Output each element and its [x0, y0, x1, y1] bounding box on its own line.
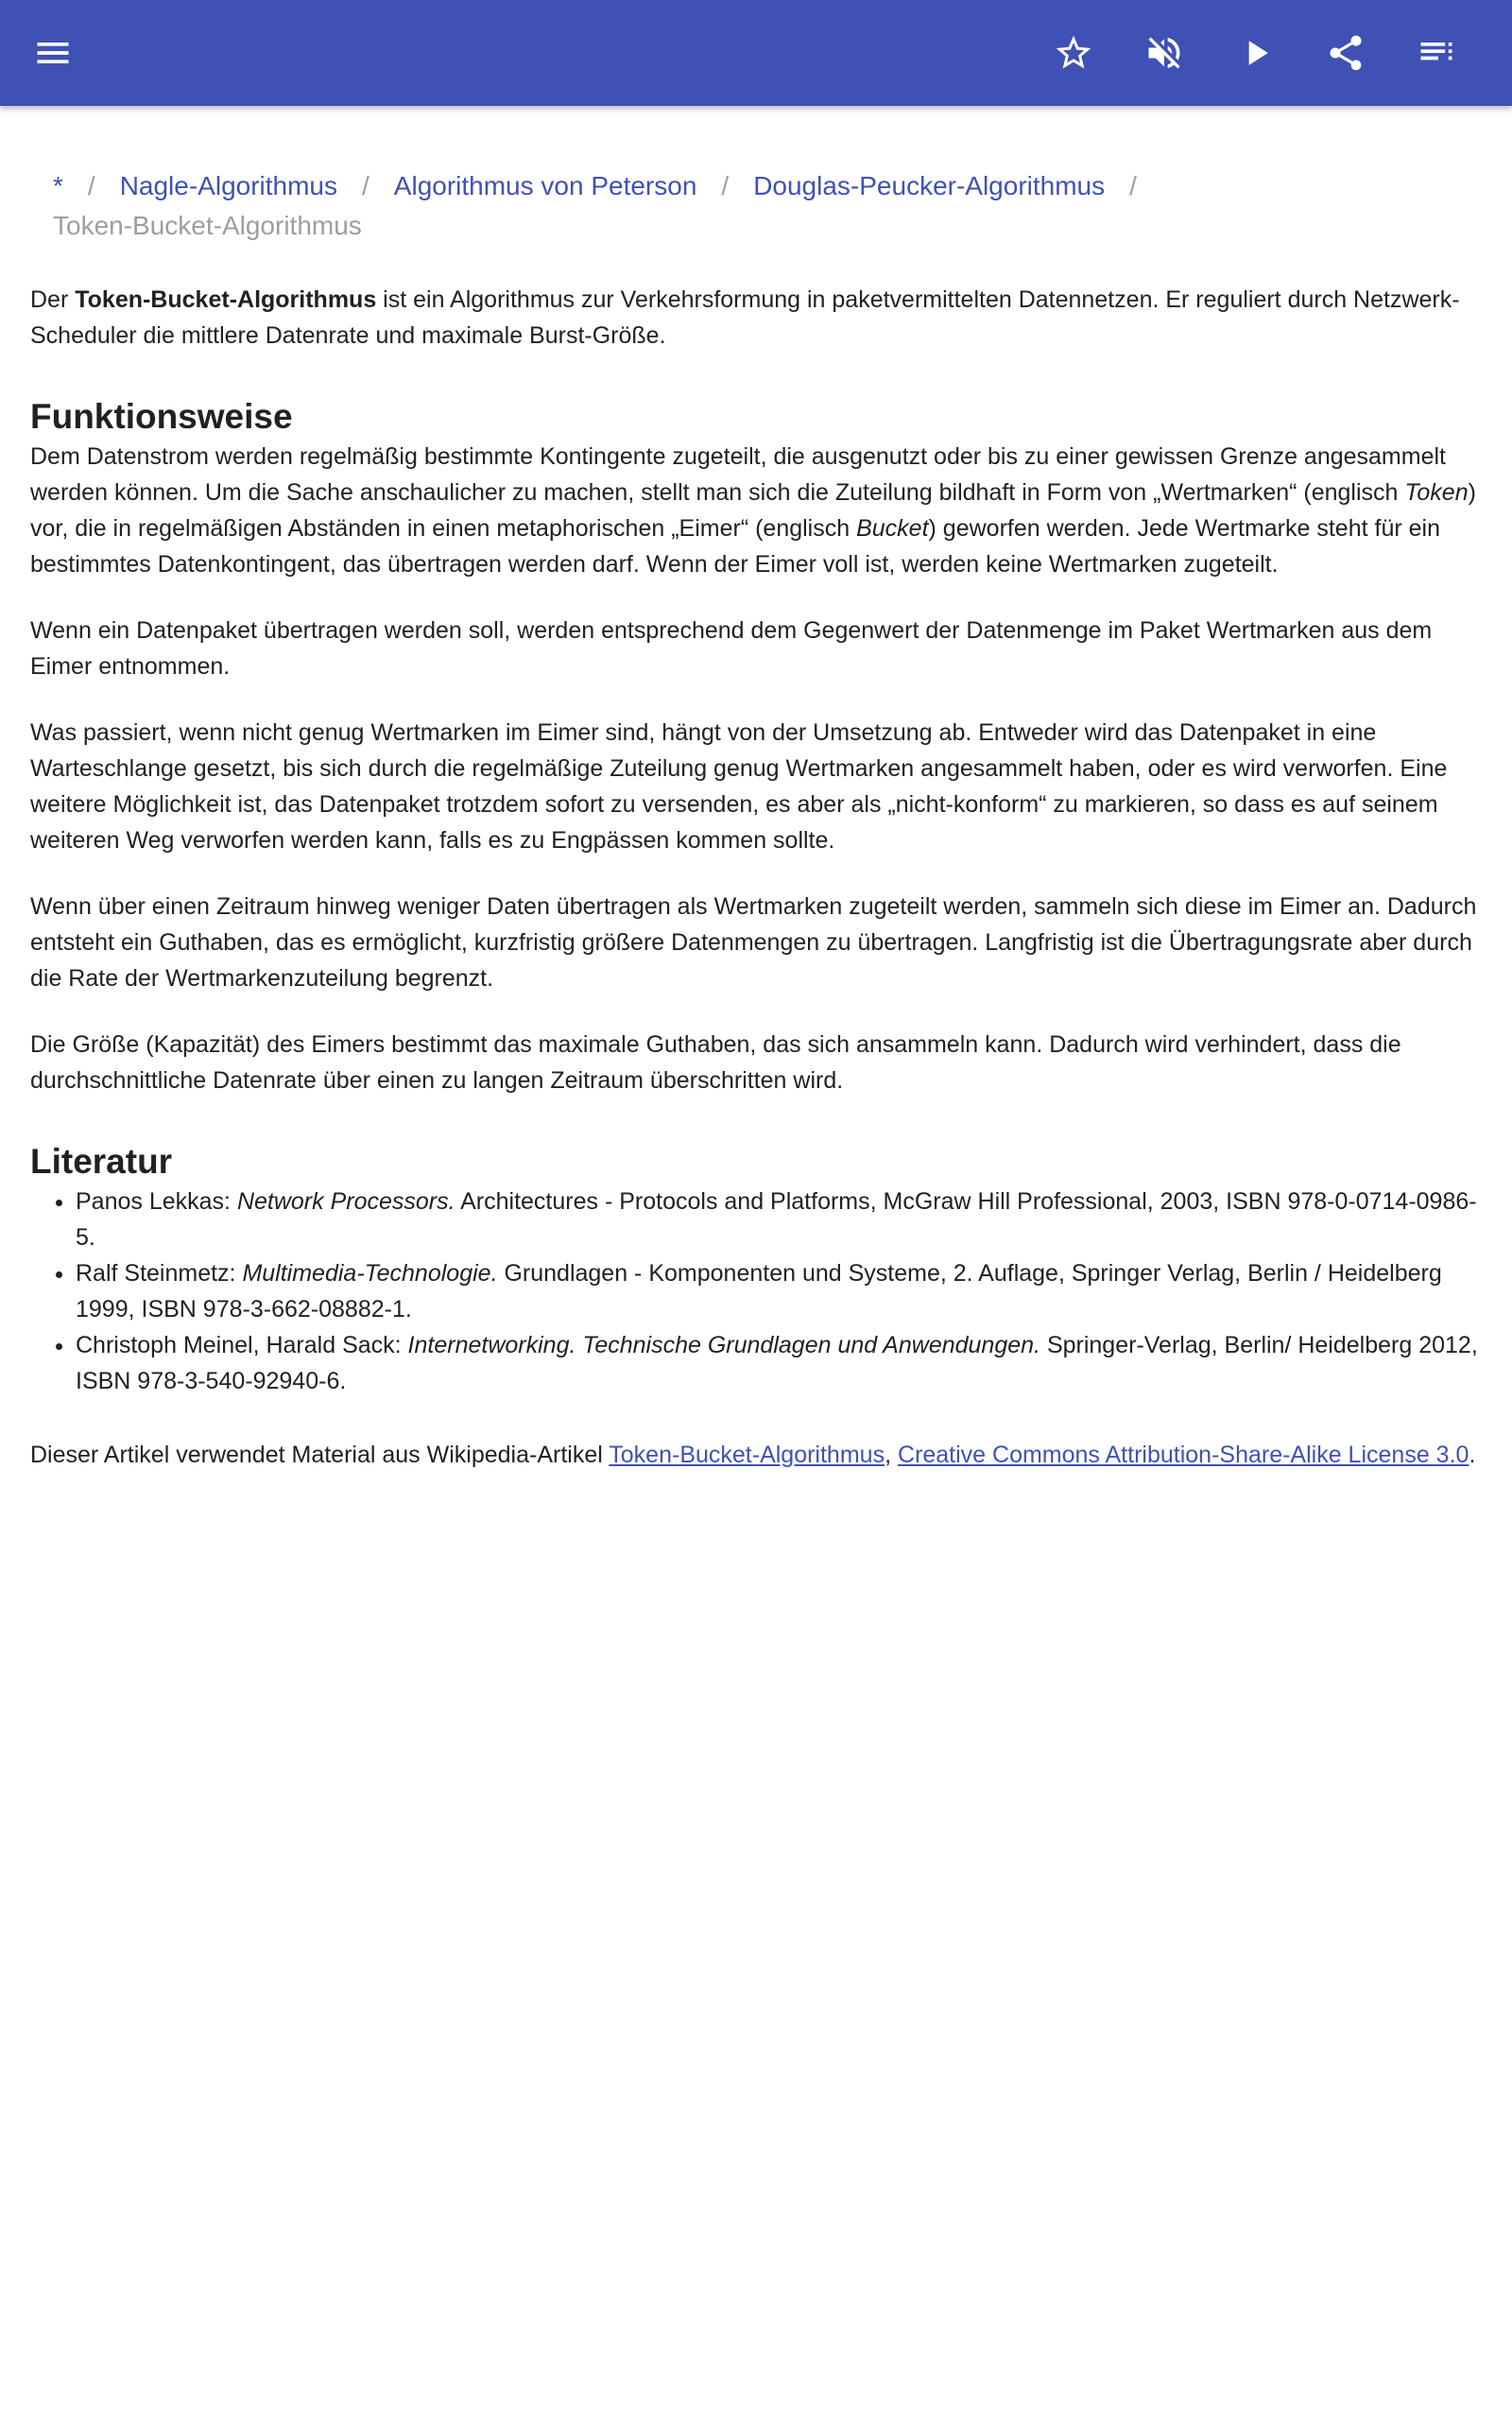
- paragraph-2: Wenn ein Datenpaket übertragen werden soll, werden entsprechend dem Gegenwert der Datenmenge im Paket Wertmarken aus dem Eimer entnommen.: [30, 617, 1433, 680]
- share-icon: [1325, 32, 1366, 74]
- breadcrumb-link-peterson[interactable]: Algorithmus von Peterson: [393, 171, 697, 200]
- menu-icon: [32, 32, 74, 74]
- paragraph-1-italic-token: Token: [1404, 479, 1469, 506]
- attribution-prefix: Dieser Artikel verwendet Material aus Wikipedia-Artikel: [30, 1442, 610, 1468]
- attribution-suffix: .: [1469, 1442, 1476, 1468]
- contents-button[interactable]: [1408, 25, 1465, 81]
- play-icon: [1235, 32, 1277, 74]
- reference-title: Multimedia-Technologie.: [242, 1260, 498, 1287]
- breadcrumb: [30, 166, 1482, 246]
- paragraph-1-text-c: ) geworfen werden. Jede Wertmarke steht für ein bestimmtes Datenkontingent, das übertragen werden darf. Wenn der Eimer voll ist, werden keine Wertmarken zugeteilt.: [30, 515, 1440, 578]
- reference-details: Grundlagen - Komponenten und Systeme, 2. Auflage, Springer Verlag, Berlin / Heidelberg 1999, ISBN 978-3-662-08882-1.: [76, 1260, 1442, 1322]
- app-bar: [0, 0, 1512, 106]
- section-heading-funktionsweise: Funktionsweise: [30, 397, 293, 436]
- reference-title: Internetworking. Technische Grundlagen und Anwendungen.: [407, 1332, 1040, 1358]
- reference-item: [76, 1255, 1482, 1327]
- section-heading-literatur: Literatur: [30, 1142, 173, 1181]
- bookmark-button[interactable]: [1045, 25, 1102, 81]
- intro-prefix: Der: [30, 286, 76, 313]
- reference-author: Ralf Steinmetz:: [76, 1260, 243, 1287]
- paragraph-1-italic-bucket: Bucket: [856, 515, 929, 542]
- breadcrumb-separator: /: [362, 171, 369, 200]
- license-link[interactable]: Creative Commons Attribution-Share-Alike License 3.0: [897, 1442, 1469, 1468]
- paragraph-5: Die Größe (Kapazität) des Eimers bestimmt das maximale Guthaben, das sich ansammeln kann. Dadurch wird verhindert, dass die durchschnittliche Datenrate über einen zu langen Zeitraum überschritten wird.: [30, 1031, 1401, 1094]
- reference-author: Panos Lekkas:: [76, 1188, 237, 1215]
- playlist-icon: [1416, 32, 1457, 74]
- reference-item: [76, 1184, 1482, 1255]
- mute-button[interactable]: [1136, 25, 1193, 81]
- star-outline-icon: [1053, 32, 1094, 74]
- breadcrumb-separator: /: [1129, 171, 1137, 200]
- reference-title: Network Processors.: [236, 1188, 455, 1215]
- breadcrumb-separator: /: [87, 171, 95, 200]
- paragraph-1-text-a: Dem Datenstrom werden regelmäßig bestimmte Kontingente zugeteilt, die ausgenutzt oder bis zu einer gewissen Grenze angesammelt werden können. Um die Sache anschaulicher zu machen, stellt man sich die Zuteilung bildhaft in Form von „Wertmarken“ (englisch: [30, 443, 1446, 506]
- reference-author: Christoph Meinel, Harald Sack:: [76, 1332, 408, 1358]
- attribution-comma: ,: [885, 1442, 898, 1468]
- article-content: [30, 106, 1482, 1473]
- paragraph-1-text-b: ) vor, die in regelmäßigen Abständen in einen metaphorischen „Eimer“ (englisch: [30, 479, 1476, 542]
- intro-rest: ist ein Algorithmus zur Verkehrsformung in paketvermittelten Datennetzen. Er reguliert durch Netzwerk-Scheduler die mittlere Datenrate und maximale Burst-Größe.: [30, 286, 1460, 349]
- wikipedia-article-link[interactable]: Token-Bucket-Algorithmus: [609, 1442, 885, 1468]
- reference-list: [30, 1184, 1482, 1399]
- breadcrumb-separator: /: [721, 171, 730, 200]
- breadcrumb-link-nagle[interactable]: Nagle-Algorithmus: [119, 171, 338, 200]
- breadcrumb-link-douglas-peucker[interactable]: Douglas-Peucker-Algorithmus: [753, 171, 1106, 200]
- paragraph-4: Wenn über einen Zeitraum hinweg weniger Daten übertragen als Wertmarken zugeteilt werden, sammeln sich diese im Eimer an. Dadurch entsteht ein Guthaben, das es ermöglicht, kurzfristig größere Datenmengen zu übertragen. Langfristig ist die Übertragungsrate aber durch die Rate der Wertmarkenzuteilung begrenzt.: [30, 893, 1477, 992]
- menu-button[interactable]: [25, 25, 81, 81]
- breadcrumb-link-home[interactable]: *: [53, 171, 63, 200]
- reference-details: Architectures - Protocols and Platforms, McGraw Hill Professional, 2003, ISBN 978-0-0714-0986-5.: [76, 1188, 1477, 1251]
- share-button[interactable]: [1317, 25, 1374, 81]
- breadcrumb-current: Token-Bucket-Algorithmus: [53, 211, 362, 240]
- reference-details: Springer-Verlag, Berlin/ Heidelberg 2012, ISBN 978-3-540-92940-6.: [76, 1332, 1478, 1394]
- intro-paragraph: [30, 282, 1482, 354]
- paragraph-3: Was passiert, wenn nicht genug Wertmarken im Eimer sind, hängt von der Umsetzung ab. Entweder wird das Datenpaket in eine Warteschlange gesetzt, bis sich durch die regelmäßige Zuteilung genug Wertmarken angesammelt haben, oder es wird verworfen. Eine weitere Möglichkeit ist, das Datenpaket trotzdem sofort zu versenden, es aber als „nicht-konform“ zu markieren, so dass es auf seinem weiteren Weg verworfen werden kann, falls es zu Engpässen kommen sollte.: [30, 719, 1448, 854]
- volume-off-icon: [1143, 32, 1185, 74]
- intro-bold-term: Token-Bucket-Algorithmus: [75, 286, 377, 313]
- reference-item: [76, 1327, 1482, 1399]
- attribution-note: [30, 1437, 1482, 1473]
- play-button[interactable]: [1228, 25, 1284, 81]
- paragraph-1: [30, 439, 1482, 582]
